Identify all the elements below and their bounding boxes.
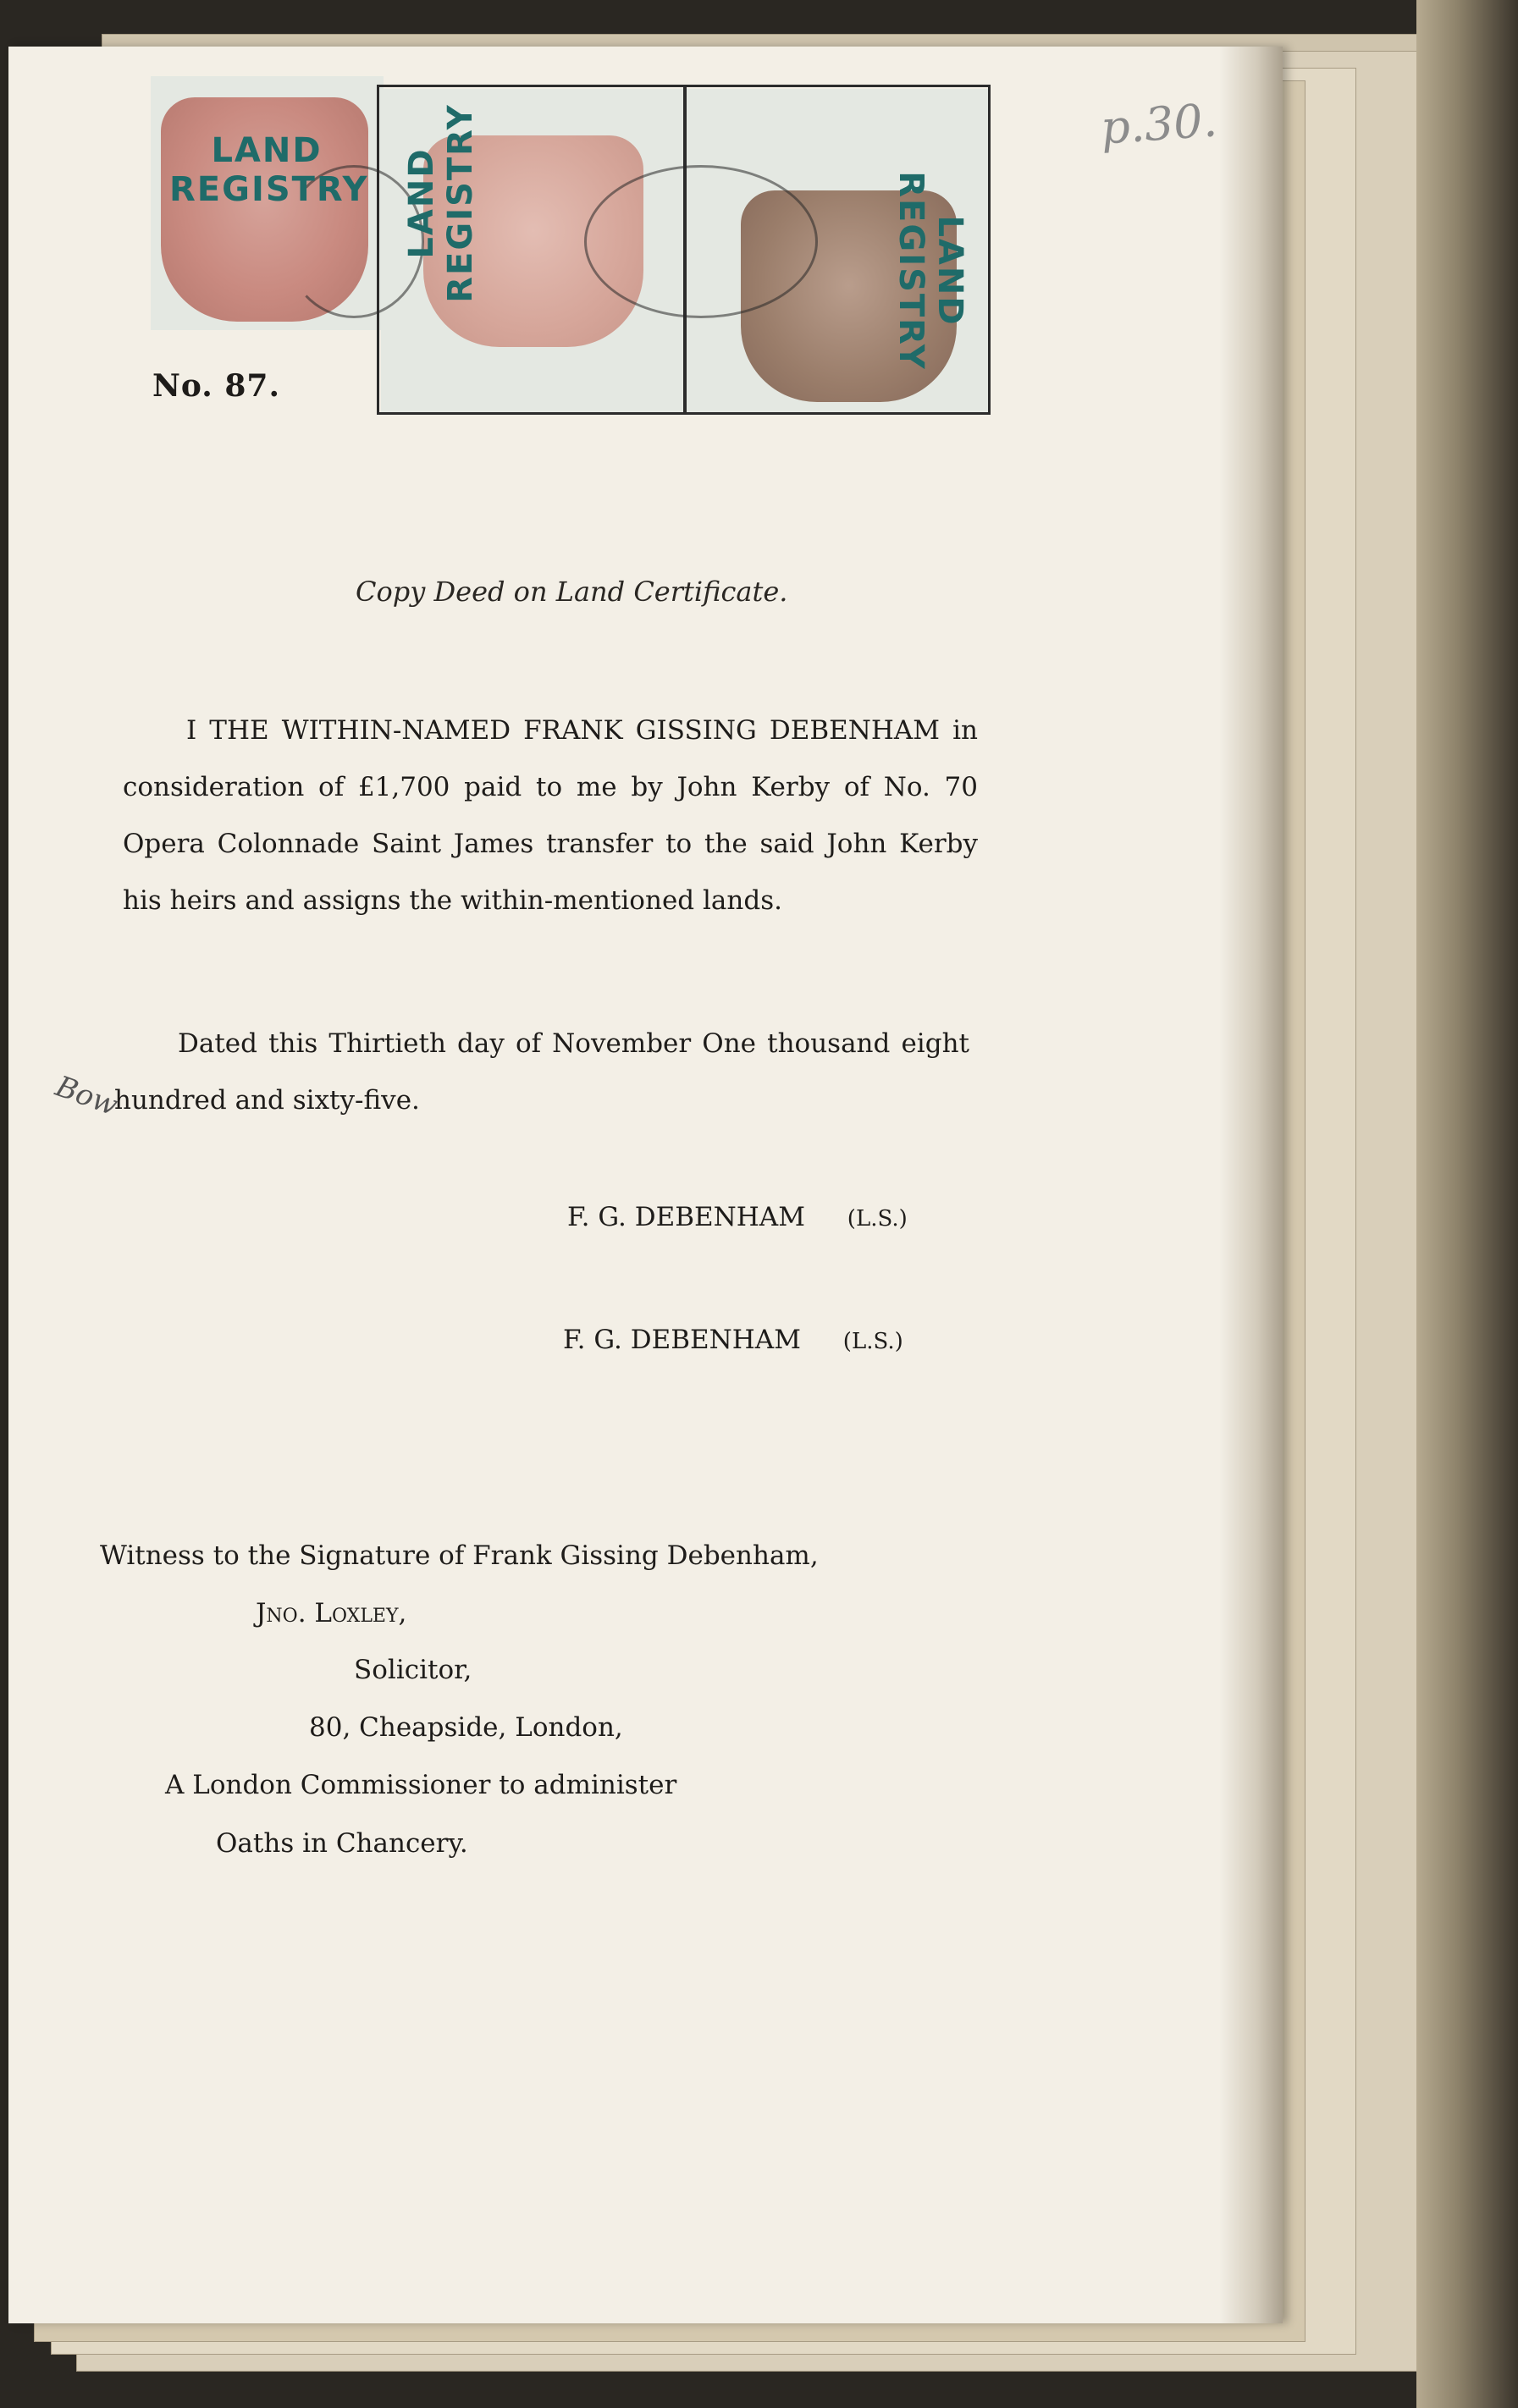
stamp-overprint: LAND REGISTRY [891, 171, 969, 371]
witness-name: Jno. Loxley, [256, 1598, 407, 1628]
witness-line: 80, Cheapside, London, [309, 1712, 623, 1743]
signature-name: F. G. DEBENHAM [563, 1325, 801, 1355]
stamp-overprint: LAND REGISTRY [169, 131, 369, 209]
seal-mark: (L.S.) [842, 1329, 903, 1354]
document-number: No. 87. [152, 368, 280, 404]
deed-date: Dated this Thirtieth day of November One thousand eight hundred and sixty-five. [114, 1028, 969, 1116]
document-page [8, 47, 1283, 2323]
witness-line: A London Commissioner to administer [165, 1770, 677, 1800]
signature-line [563, 1325, 903, 1355]
postmark-circle [584, 165, 818, 318]
stamp-overprint: LAND REGISTRY [402, 103, 480, 303]
signature-line [567, 1202, 908, 1232]
book-edge [1416, 0, 1518, 2408]
seal-mark: (L.S.) [847, 1206, 908, 1232]
deed-body: I THE WITHIN-NAMED FRANK GISSING DEBENHAM in consideration of £1,700 paid to me by John Kerby of No. 70 Opera Colonnade Saint James transfer to the said John Kerby his heirs and assigns the within-mentioned lands. [123, 715, 978, 916]
document-title: Copy Deed on Land Certificate. [356, 576, 788, 608]
page-fold-shadow [1219, 47, 1283, 2323]
pencil-annotation: p.30. [1098, 93, 1219, 155]
witness-line: Witness to the Signature of Frank Gissing Debenham, [100, 1540, 819, 1571]
witness-line: Oaths in Chancery. [216, 1828, 468, 1859]
witness-line: Solicitor, [354, 1655, 472, 1685]
margin-mark: Bow [51, 1069, 123, 1123]
signature-name: F. G. DEBENHAM [567, 1202, 805, 1232]
